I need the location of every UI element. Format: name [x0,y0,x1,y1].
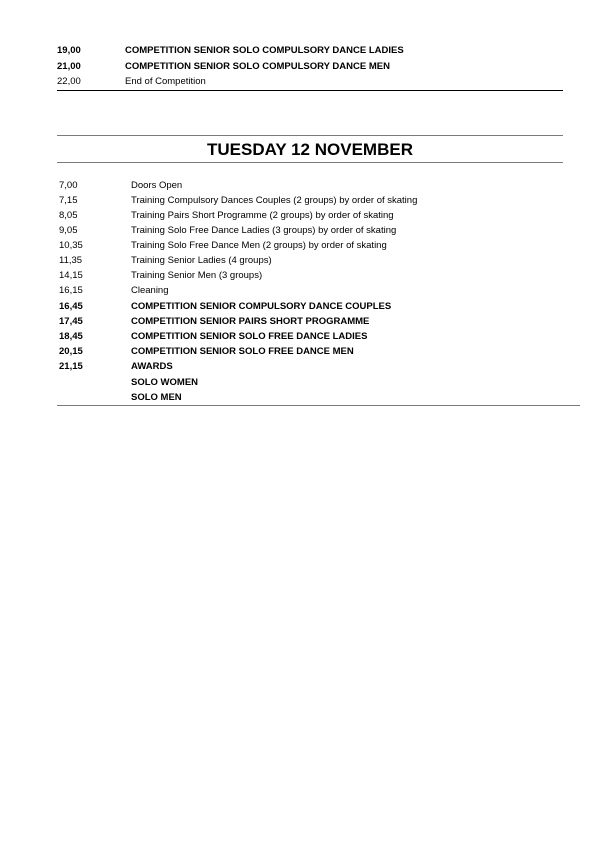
event-cell: AWARDS [131,361,173,372]
schedule-row [59,239,579,253]
event-cell: COMPETITION SENIOR SOLO COMPULSORY DANCE LADIES [125,45,404,56]
schedule-row [59,330,579,344]
time-cell: 16,15 [59,285,83,296]
schedule-row [59,284,579,298]
schedule-row [59,376,579,390]
schedule-row [59,179,579,193]
schedule-row [57,44,563,58]
event-cell: Training Pairs Short Programme (2 groups) by order of skating [131,210,394,221]
section-end-rule [57,90,563,91]
event-cell: COMPETITION SENIOR SOLO FREE DANCE MEN [131,346,354,357]
time-cell: 21,15 [59,361,83,372]
time-cell: 7,15 [59,195,78,206]
time-cell: 16,45 [59,301,83,312]
event-cell: Doors Open [131,180,183,191]
time-cell: 19,00 [57,45,81,56]
day-title: TUESDAY 12 NOVEMBER [207,140,413,159]
time-cell: 11,35 [59,255,83,266]
day-end-rule [57,405,580,406]
event-cell: SOLO WOMEN [131,377,199,388]
event-cell: SOLO MEN [131,392,182,403]
schedule-row [59,254,579,268]
schedule-row [59,209,579,223]
time-cell: 8,05 [59,210,78,221]
schedule-row [59,315,579,329]
schedule-row [59,224,579,238]
event-cell: COMPETITION SENIOR PAIRS SHORT PROGRAMME [131,316,370,327]
time-cell: 22,00 [57,76,81,87]
event-cell: COMPETITION SENIOR COMPULSORY DANCE COUPLES [131,301,392,312]
time-cell: 20,15 [59,346,83,357]
event-cell: Training Senior Ladies (4 groups) [131,255,272,266]
schedule-row [59,360,579,374]
event-cell: Training Senior Men (3 groups) [131,270,263,281]
schedule-row [59,391,579,405]
time-cell: 14,15 [59,270,83,281]
event-cell: COMPETITION SENIOR SOLO COMPULSORY DANCE MEN [125,61,390,72]
time-cell: 10,35 [59,240,83,251]
event-cell: Training Compulsory Dances Couples (2 groups) by order of skating [131,195,418,206]
time-cell: 18,45 [59,331,83,342]
time-cell: 9,05 [59,225,78,236]
schedule-row [59,194,579,208]
schedule-row [59,300,579,314]
event-cell: Cleaning [131,285,169,296]
time-cell: 17,45 [59,316,83,327]
day-header-top-rule [57,135,563,136]
day-header-bottom-rule [57,162,563,163]
event-cell: Training Solo Free Dance Men (2 groups) by order of skating [131,240,387,251]
schedule-row [59,269,579,283]
event-cell: COMPETITION SENIOR SOLO FREE DANCE LADIES [131,331,368,342]
time-cell: 7,00 [59,180,78,191]
event-cell: Training Solo Free Dance Ladies (3 groups) by order of skating [131,225,397,236]
schedule-row [57,75,563,89]
time-cell: 21,00 [57,61,81,72]
schedule-row [57,60,563,74]
event-cell: End of Competition [125,76,206,87]
schedule-row [59,345,579,359]
